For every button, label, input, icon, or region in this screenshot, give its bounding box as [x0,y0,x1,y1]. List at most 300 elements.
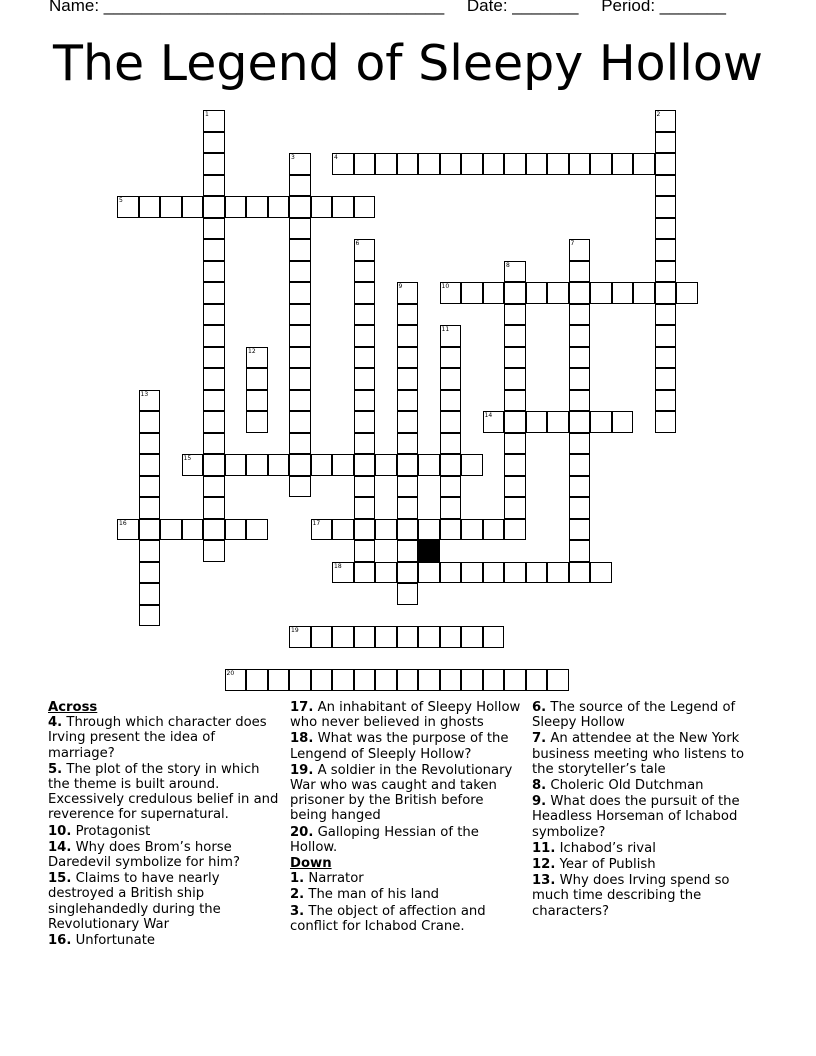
crossword-cell[interactable] [418,562,440,584]
crossword-cell[interactable] [203,196,225,218]
crossword-cell[interactable] [440,626,462,648]
clue-text: Through which character does Irving present the idea of marriage? [48,715,267,761]
crossword-cell[interactable] [354,368,376,390]
crossword-cell[interactable] [504,433,526,455]
crossword-cell[interactable] [139,411,161,433]
crossword-cell[interactable] [354,304,376,326]
clue-number-label: 9. [532,794,547,810]
across-clue [48,840,280,870]
crossword-cell[interactable] [354,325,376,347]
crossword-cell[interactable] [397,153,419,175]
crossword-cell[interactable] [397,540,419,562]
clue-number: 17 [312,519,321,527]
crossword-cell[interactable] [225,519,247,541]
crossword-cell[interactable] [418,626,440,648]
clue-text: The source of the Legend of Sleepy Hollow [532,700,736,731]
crossword-cell[interactable] [311,454,333,476]
clue-text: Unfortunate [75,933,155,949]
crossword-cell[interactable] [569,562,591,584]
crossword-cell[interactable] [440,347,462,369]
crossword-cell[interactable] [289,261,311,283]
crossword-cell[interactable] [289,669,311,691]
crossword-cell[interactable] [397,282,419,304]
crossword-cell[interactable] [289,411,311,433]
crossword-cell[interactable] [461,454,483,476]
down-clue [532,700,764,730]
clue-number-label: 15. [48,871,72,887]
crossword-cell[interactable] [225,669,247,691]
across-clue [48,871,280,932]
crossword-cell[interactable] [203,325,225,347]
crossword-cell[interactable] [289,239,311,261]
crossword-cell[interactable] [139,476,161,498]
crossword-cell[interactable] [246,519,268,541]
crossword-cell[interactable] [139,433,161,455]
crossword-cell[interactable] [268,669,290,691]
clue-number: 3 [291,154,295,161]
crossword-cell[interactable] [203,433,225,455]
clue-number: 20 [226,670,235,677]
clue-text: Year of Publish [559,857,656,873]
clue-text: The man of his land [308,887,440,903]
crossword-cell[interactable] [418,153,440,175]
down-clue [532,857,764,872]
crossword-cell[interactable] [203,110,225,132]
crossword-cell[interactable] [633,153,655,175]
clue-number: 18 [334,562,342,570]
crossword-cell[interactable] [203,304,225,326]
crossword-cell[interactable] [655,218,677,240]
crossword-cell[interactable] [526,562,548,584]
crossword-cell[interactable] [526,282,548,304]
crossword-cell[interactable] [289,347,311,369]
crossword-cell[interactable] [655,325,677,347]
down-heading: Down [290,856,332,872]
crossword-cell[interactable] [354,153,376,175]
crossword-cell[interactable] [440,669,462,691]
crossword-cell[interactable] [504,368,526,390]
crossword-cell[interactable] [182,196,204,218]
crossword-cell[interactable] [504,411,526,433]
crossword-cell[interactable] [504,282,526,304]
crossword-cell[interactable] [612,411,634,433]
clue-number-label: 2. [290,887,305,903]
crossword-cell[interactable] [526,411,548,433]
clue-text: Claims to have nearly destroyed a British ship singlehandedly during the Revolutionary War [48,871,221,932]
crossword-cell[interactable] [547,153,569,175]
crossword-cell[interactable] [139,196,161,218]
crossword-cell[interactable] [139,454,161,476]
clues-column-3 [532,700,764,920]
clue-text: Galloping Hessian of the Hollow. [290,824,479,855]
crossword-cell[interactable] [354,282,376,304]
crossword-cell[interactable] [569,476,591,498]
crossword-cell[interactable] [246,669,268,691]
crossword-cell[interactable] [332,519,354,541]
crossword-cell[interactable] [203,411,225,433]
crossword-cell[interactable] [397,325,419,347]
crossword-cell[interactable] [139,390,161,412]
crossword-cell[interactable] [440,454,462,476]
crossword-cell[interactable] [332,196,354,218]
crossword-cell[interactable] [483,282,505,304]
crossword-cell[interactable] [547,669,569,691]
crossword-cell[interactable] [397,347,419,369]
crossword-cell[interactable] [332,562,354,584]
crossword-cell[interactable] [375,669,397,691]
date-field[interactable]: Date: _______ [466,0,579,15]
crossword-cell[interactable] [612,153,634,175]
crossword-cell[interactable] [397,411,419,433]
crossword-cell[interactable] [612,282,634,304]
down-clue [532,873,764,919]
crossword-cell[interactable] [504,519,526,541]
crossword-cell[interactable] [440,390,462,412]
crossword-cell[interactable] [504,304,526,326]
shaded-cell [418,540,440,562]
crossword-cell[interactable] [354,497,376,519]
crossword-cell[interactable] [203,390,225,412]
crossword-cell[interactable] [461,282,483,304]
across-heading: Across [48,700,98,715]
crossword-cell[interactable] [440,519,462,541]
crossword-cell[interactable] [289,433,311,455]
crossword-cell[interactable] [504,562,526,584]
crossword-cell[interactable] [397,583,419,605]
clue-number: 13 [140,390,149,398]
crossword-cell[interactable] [418,454,440,476]
crossword-cell[interactable] [483,411,505,433]
crossword-cell[interactable] [246,390,268,412]
crossword-cell[interactable] [354,519,376,541]
crossword-cell[interactable] [182,519,204,541]
crossword-cell[interactable] [268,196,290,218]
crossword-cell[interactable] [311,196,333,218]
crossword-cell[interactable] [504,669,526,691]
crossword-cell[interactable] [397,669,419,691]
crossword-cell[interactable] [569,519,591,541]
crossword-cell[interactable] [547,282,569,304]
crossword-cell[interactable] [139,583,161,605]
crossword-cell[interactable] [289,175,311,197]
crossword-cell[interactable] [203,261,225,283]
across-clue [48,933,280,948]
crossword-cell[interactable] [547,562,569,584]
crossword-cell[interactable] [526,669,548,691]
crossword-cell[interactable] [203,368,225,390]
crossword-cell[interactable] [160,519,182,541]
crossword-cell[interactable] [354,411,376,433]
crossword-cell[interactable] [289,153,311,175]
crossword-cell[interactable] [203,218,225,240]
crossword-cell[interactable] [354,433,376,455]
crossword-cell[interactable] [397,433,419,455]
name-field[interactable]: Name: ____________________________________ [49,0,445,15]
across-clue [48,762,280,823]
clue-number-label: 8. [532,778,547,794]
crossword-cell[interactable] [332,153,354,175]
crossword-cell[interactable] [504,390,526,412]
crossword-cell[interactable] [139,540,161,562]
crossword-cell[interactable] [246,196,268,218]
crossword-cell[interactable] [461,519,483,541]
crossword-cell[interactable] [311,669,333,691]
clue-number-label: 4. [48,715,63,731]
crossword-cell[interactable] [354,540,376,562]
crossword-cell[interactable] [655,304,677,326]
crossword-cell[interactable] [225,454,247,476]
crossword-cell[interactable] [590,282,612,304]
clue-number: 2 [656,111,661,118]
crossword-cell[interactable] [440,411,462,433]
crossword-cell[interactable] [375,153,397,175]
crossword-cell[interactable] [461,626,483,648]
crossword-cell[interactable] [397,454,419,476]
crossword-cell[interactable] [203,132,225,154]
crossword-cell[interactable] [504,497,526,519]
crossword-cell[interactable] [440,282,462,304]
crossword-cell[interactable] [569,497,591,519]
crossword-cell[interactable] [289,196,311,218]
clue-number: 15 [183,455,192,462]
crossword-cell[interactable] [440,476,462,498]
clue-number: 12 [248,347,256,355]
crossword-cell[interactable] [289,325,311,347]
crossword-cell[interactable] [590,562,612,584]
clue-text: A soldier in the Revolutionary War who was caught and taken prisoner by the British before being hanged [290,762,513,824]
crossword-cell[interactable] [332,454,354,476]
crossword-cell[interactable] [354,390,376,412]
crossword-cell[interactable] [655,368,677,390]
crossword-cell[interactable] [590,153,612,175]
crossword-cell[interactable] [225,196,247,218]
crossword-cell[interactable] [397,519,419,541]
crossword-cell[interactable] [504,261,526,283]
crossword-cell[interactable] [547,411,569,433]
crossword-cell[interactable] [504,476,526,498]
crossword-cell[interactable] [203,540,225,562]
clue-text: The plot of the story in which the theme is built around. Excessively credulous belief in and reverence for supernatural. [48,761,279,823]
crossword-cell[interactable] [418,519,440,541]
crossword-cell[interactable] [633,282,655,304]
crossword-cell[interactable] [246,411,268,433]
crossword-cell[interactable] [375,562,397,584]
crossword-cell[interactable] [483,669,505,691]
crossword-cell[interactable] [139,497,161,519]
crossword-cell[interactable] [375,454,397,476]
clue-text: Why does Brom’s horse Daredevil symbolize for him? [48,839,240,871]
crossword-cell[interactable] [354,261,376,283]
crossword-cell[interactable] [203,497,225,519]
crossword-cell[interactable] [569,390,591,412]
crossword-cell[interactable] [655,411,677,433]
across-clue [290,825,522,855]
clue-number: 19 [291,627,299,634]
crossword-cell[interactable] [526,153,548,175]
crossword-cell[interactable] [569,261,591,283]
crossword-cell[interactable] [354,562,376,584]
down-clue [532,778,764,793]
crossword-cell[interactable] [268,454,290,476]
crossword-cell[interactable] [139,519,161,541]
crossword-cell[interactable] [354,196,376,218]
crossword-cell[interactable] [655,153,677,175]
crossword-cell[interactable] [289,218,311,240]
crossword-cell[interactable] [461,562,483,584]
crossword-cell[interactable] [354,476,376,498]
crossword-cell[interactable] [289,368,311,390]
crossword-cell[interactable] [375,626,397,648]
crossword-cell[interactable] [397,626,419,648]
crossword-cell[interactable] [440,497,462,519]
crossword-cell[interactable] [569,325,591,347]
clue-text: An inhabitant of Sleepy Hollow who never believed in ghosts [290,700,521,731]
crossword-cell[interactable] [569,454,591,476]
crossword-cell[interactable] [289,626,311,648]
crossword-cell[interactable] [203,153,225,175]
crossword-cell[interactable] [332,669,354,691]
crossword-cell[interactable] [397,304,419,326]
crossword-cell[interactable] [504,153,526,175]
crossword-cell[interactable] [139,562,161,584]
crossword-cell[interactable] [483,519,505,541]
crossword-cell[interactable] [569,433,591,455]
crossword-cell[interactable] [182,454,204,476]
crossword-cell[interactable] [569,411,591,433]
clue-number: 9 [398,283,403,290]
crossword-cell[interactable] [203,454,225,476]
crossword-cell[interactable] [203,476,225,498]
crossword-cell[interactable] [117,519,139,541]
crossword-cell[interactable] [676,282,698,304]
clue-text: What was the purpose of the Lengend of Sleeply Hollow? [290,731,509,762]
crossword-cell[interactable] [655,132,677,154]
clue-number: 7 [570,240,575,247]
crossword-cell[interactable] [655,347,677,369]
crossword-cell[interactable] [440,153,462,175]
puzzle-title: The Legend of Sleepy Hollow [53,35,763,92]
crossword-cell[interactable] [483,562,505,584]
crossword-cell[interactable] [504,325,526,347]
crossword-cell[interactable] [354,669,376,691]
crossword-cell[interactable] [655,239,677,261]
across-clue [290,700,522,730]
crossword-cell[interactable] [354,347,376,369]
crossword-cell[interactable] [569,368,591,390]
crossword-cell[interactable] [655,261,677,283]
crossword-cell[interactable] [397,497,419,519]
crossword-cell[interactable] [590,411,612,433]
clue-number: 10 [441,283,450,290]
crossword-cell[interactable] [332,626,354,648]
crossword-cell[interactable] [569,239,591,261]
across-clue [290,763,522,824]
crossword-cell[interactable] [440,562,462,584]
clue-number-label: 17. [290,700,314,715]
crossword-cell[interactable] [655,110,677,132]
crossword-cell[interactable] [504,454,526,476]
crossword-cell[interactable] [203,347,225,369]
crossword-cell[interactable] [569,304,591,326]
clue-number-label: 1. [290,871,305,887]
crossword-cell[interactable] [655,282,677,304]
crossword-cell[interactable] [117,196,139,218]
crossword-cell[interactable] [160,196,182,218]
crossword-cell[interactable] [289,304,311,326]
crossword-cell[interactable] [139,605,161,627]
crossword-cell[interactable] [203,282,225,304]
clue-number-label: 11. [532,840,556,856]
clue-number: 8 [506,261,510,269]
down-clue [290,871,522,886]
crossword-cell[interactable] [440,433,462,455]
crossword-cell[interactable] [655,196,677,218]
crossword-cell[interactable] [203,175,225,197]
crossword-cell[interactable] [289,282,311,304]
crossword-cell[interactable] [397,390,419,412]
crossword-cell[interactable] [289,476,311,498]
crossword-cell[interactable] [354,626,376,648]
crossword-cell[interactable] [569,153,591,175]
crossword-cell[interactable] [440,368,462,390]
crossword-cell[interactable] [569,540,591,562]
crossword-cell[interactable] [203,519,225,541]
period-field[interactable]: Period: _______ [601,0,726,15]
crossword-cell[interactable] [569,347,591,369]
clue-number-label: 14. [48,839,72,855]
crossword-cell[interactable] [246,454,268,476]
crossword-cell[interactable] [418,669,440,691]
crossword-cell[interactable] [289,454,311,476]
clue-number: 6 [355,240,360,247]
down-clue [290,887,522,902]
clue-number-label: 6. [532,700,547,715]
down-clue [532,841,764,856]
across-clue [290,731,522,761]
crossword-cell[interactable] [354,454,376,476]
clue-number-label: 7. [532,731,547,747]
crossword-cell[interactable] [354,239,376,261]
clue-number: 4 [334,154,338,161]
crossword-cell[interactable] [397,368,419,390]
down-clue [290,904,522,934]
crossword-cell[interactable] [311,519,333,541]
crossword-cell[interactable] [483,153,505,175]
clue-number: 16 [119,519,127,527]
crossword-cell[interactable] [461,153,483,175]
crossword-cell[interactable] [483,626,505,648]
crossword-cell[interactable] [461,669,483,691]
crossword-cell[interactable] [655,175,677,197]
crossword-cell[interactable] [203,239,225,261]
crossword-cell[interactable] [375,519,397,541]
crossword-cell[interactable] [397,476,419,498]
crossword-cell[interactable] [246,368,268,390]
across-clue [48,824,280,839]
clue-number-label: 18. [290,731,314,747]
clue-text: The object of affection and conflict for Ichabod Crane. [290,903,486,934]
crossword-cell[interactable] [504,347,526,369]
crossword-cell[interactable] [397,562,419,584]
crossword-cell[interactable] [246,347,268,369]
clue-number: 1 [205,111,209,118]
crossword-cell[interactable] [440,325,462,347]
clue-number: 5 [119,197,123,204]
crossword-cell[interactable] [655,390,677,412]
crossword-cell[interactable] [569,282,591,304]
crossword-cell[interactable] [311,626,333,648]
crossword-cell[interactable] [289,390,311,412]
